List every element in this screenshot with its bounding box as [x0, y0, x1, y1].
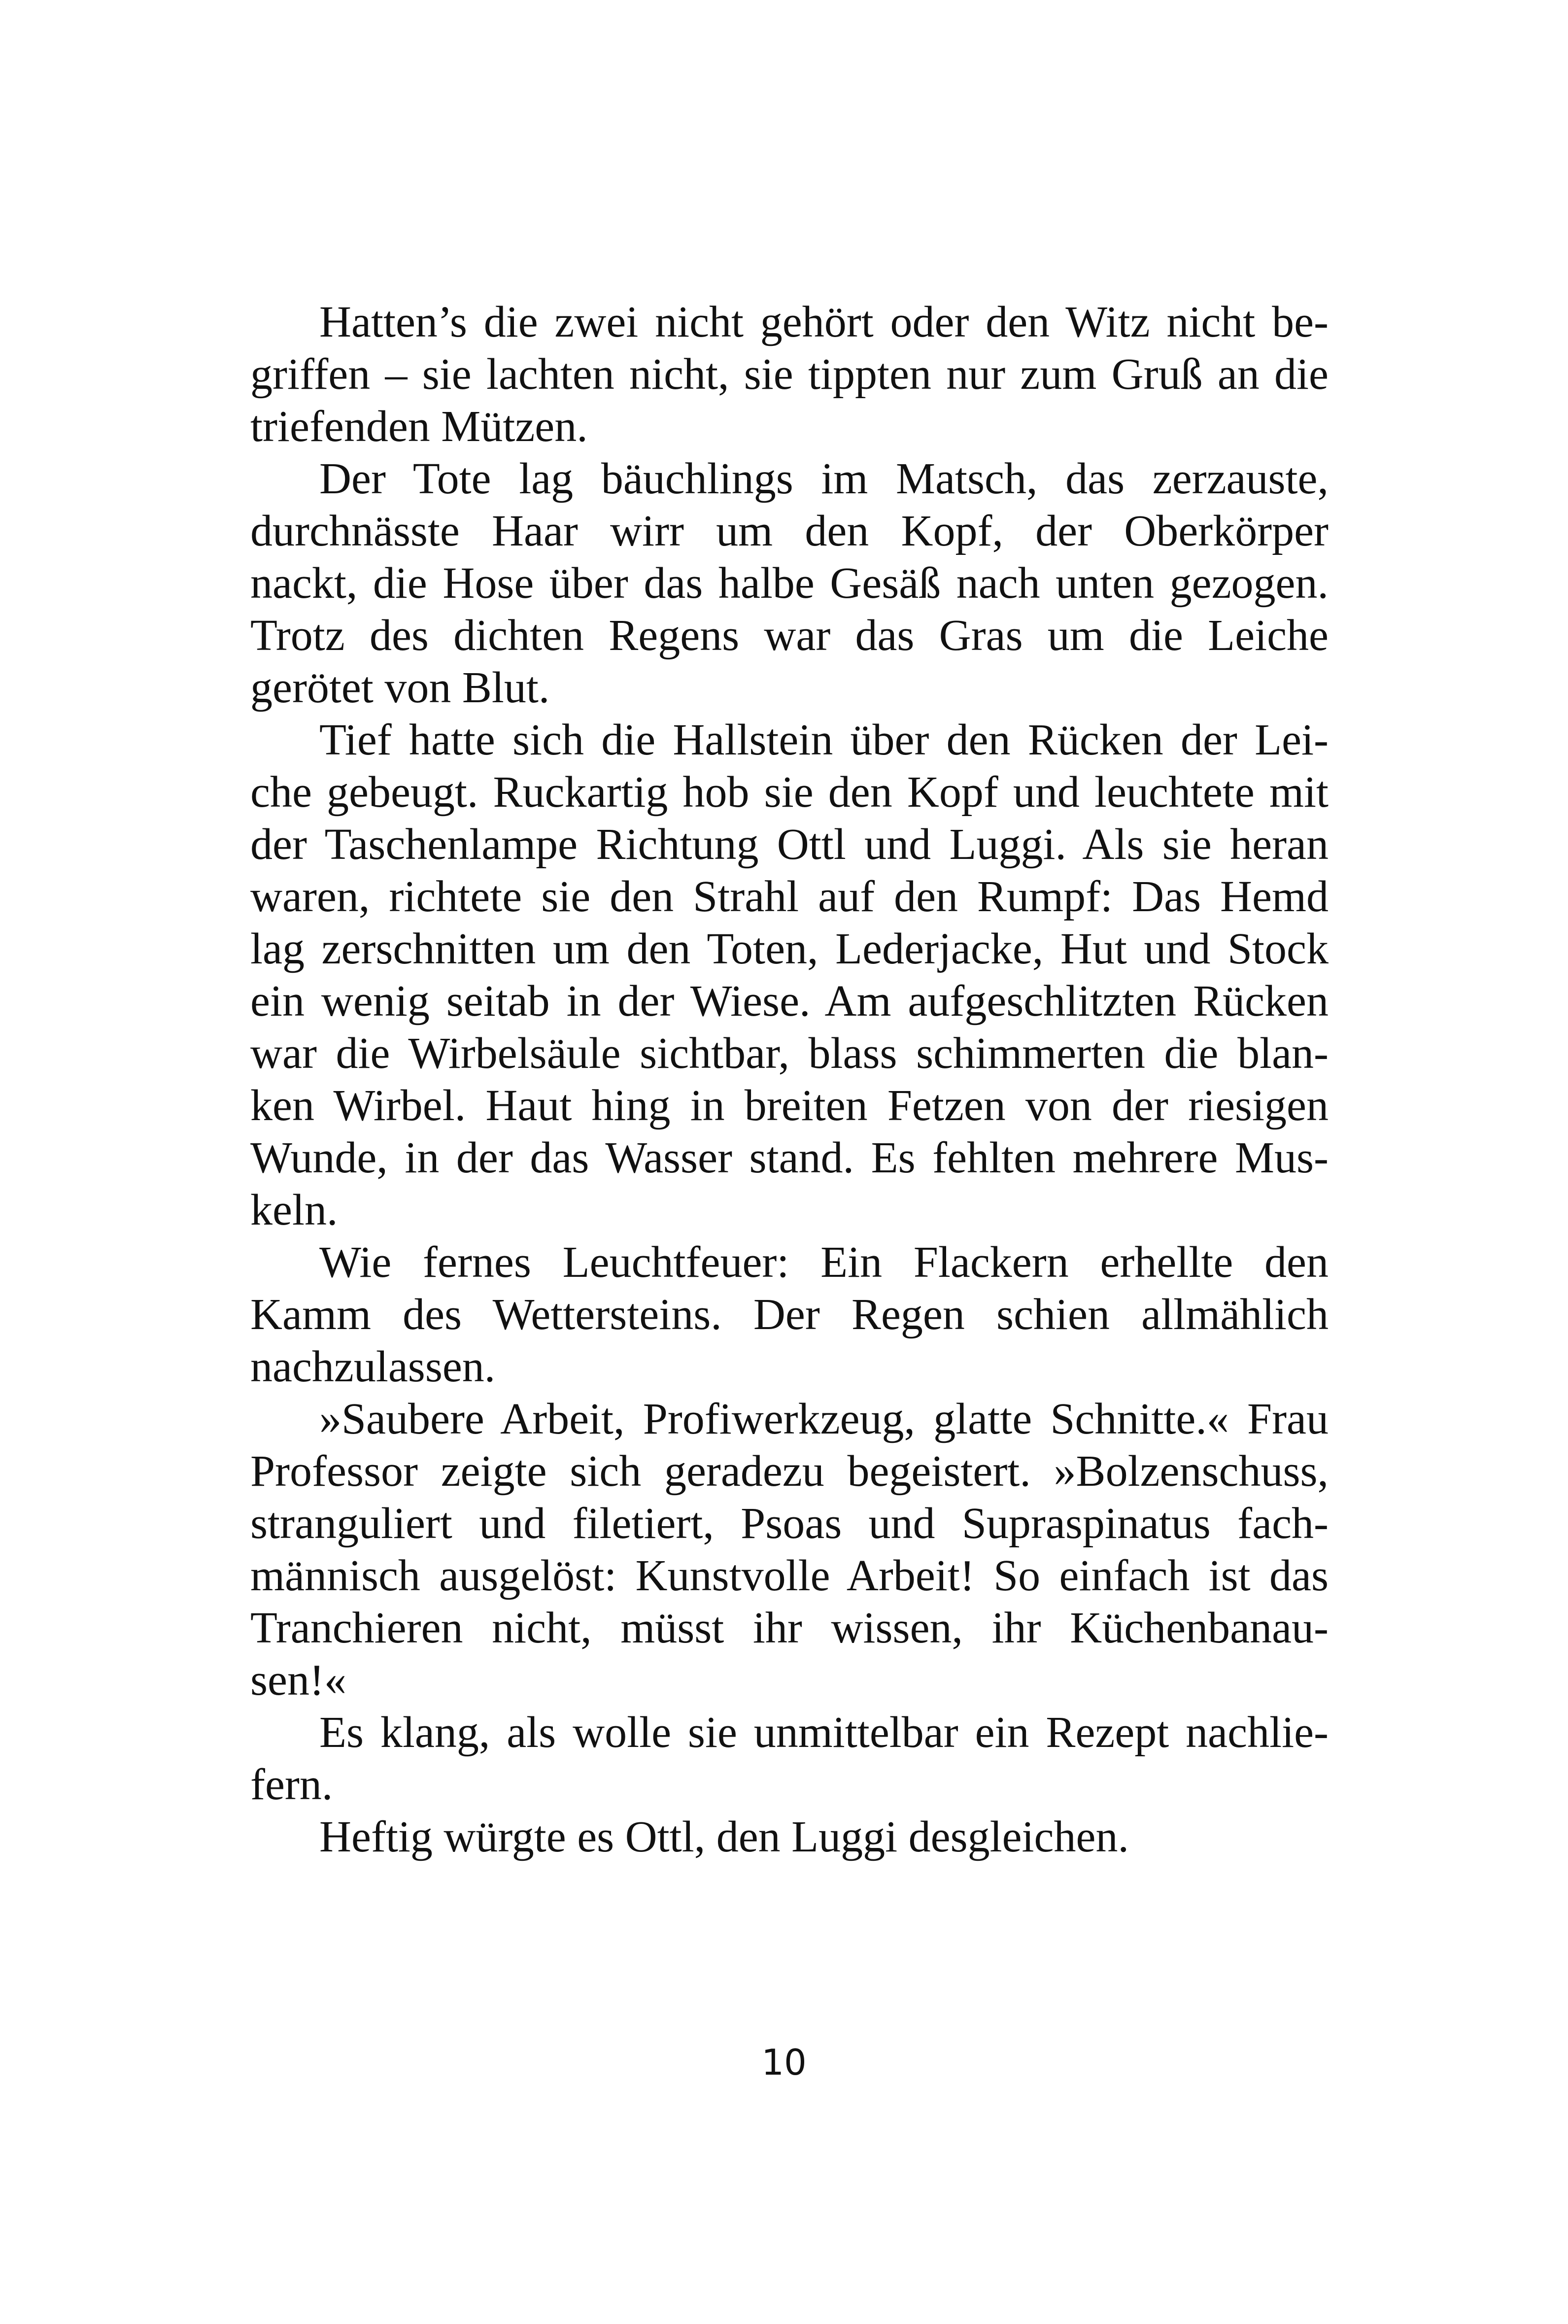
text-line: gerötet von Blut.	[250, 663, 550, 712]
text-line: Wie fernes Leuchtfeuer: Ein Flackern erhellte den	[319, 1238, 1329, 1287]
text-line: Professor zeigte sich geradezu begeistert. »Bolzenschuss,	[250, 1447, 1329, 1496]
text-line: Hatten’s die zwei nicht gehört oder den Witz nicht be-	[319, 298, 1329, 346]
text-line: fern.	[250, 1760, 333, 1809]
text-line: stranguliert und filetiert, Psoas und Supraspinatus fach-	[250, 1499, 1329, 1548]
text-line: Es klang, als wolle sie unmittelbar ein Rezept nachlie-	[319, 1708, 1329, 1757]
text-line: der Taschenlampe Richtung Ottl und Luggi. Als sie heran	[250, 820, 1329, 869]
text-line: Trotz des dichten Regens war das Gras um die Leiche	[250, 611, 1329, 660]
text-line: Heftig würgte es Ottl, den Luggi desgleichen.	[319, 1812, 1129, 1861]
text-line: waren, richtete sie den Strahl auf den Rumpf: Das Hemd	[250, 872, 1329, 921]
text-line: Kamm des Wettersteins. Der Regen schien allmählich	[250, 1290, 1329, 1339]
text-line: ken Wirbel. Haut hing in breiten Fetzen von der riesigen	[250, 1081, 1329, 1130]
text-line: triefenden Mützen.	[250, 402, 588, 451]
text-line: war die Wirbelsäule sichtbar, blass schimmerten die blan-	[250, 1029, 1329, 1078]
text-line: »Saubere Arbeit, Profiwerkzeug, glatte Schnitte.« Frau	[319, 1395, 1329, 1443]
text-line: che gebeugt. Ruckartig hob sie den Kopf und leuchtete mit	[250, 768, 1329, 817]
text-line: nachzulassen.	[250, 1342, 496, 1391]
text-line: Der Tote lag bäuchlings im Matsch, das zerzauste,	[319, 454, 1329, 503]
text-line: Tranchieren nicht, müsst ihr wissen, ihr Küchenbanau-	[250, 1604, 1329, 1652]
text-line: nackt, die Hose über das halbe Gesäß nach unten gezogen.	[250, 559, 1329, 608]
text-line: ein wenig seitab in der Wiese. Am aufgeschlitzten Rücken	[250, 977, 1329, 1025]
text-line: lag zerschnitten um den Toten, Lederjacke, Hut und Stock	[250, 924, 1329, 973]
text-line: durchnässte Haar wirr um den Kopf, der Oberkörper	[250, 507, 1329, 555]
text-line: keln.	[250, 1186, 338, 1234]
text-line: männisch ausgelöst: Kunstvolle Arbeit! So einfach ist das	[250, 1551, 1329, 1600]
body-text	[250, 296, 1329, 1863]
text-line: Tief hatte sich die Hallstein über den Rücken der Lei-	[319, 716, 1329, 764]
text-line: griffen – sie lachten nicht, sie tippten nur zum Gruß an die	[250, 350, 1329, 399]
text-line: Wunde, in der das Wasser stand. Es fehlten mehrere Mus-	[250, 1133, 1329, 1182]
page-number: 10	[761, 2042, 807, 2083]
text-line: sen!«	[250, 1656, 346, 1705]
